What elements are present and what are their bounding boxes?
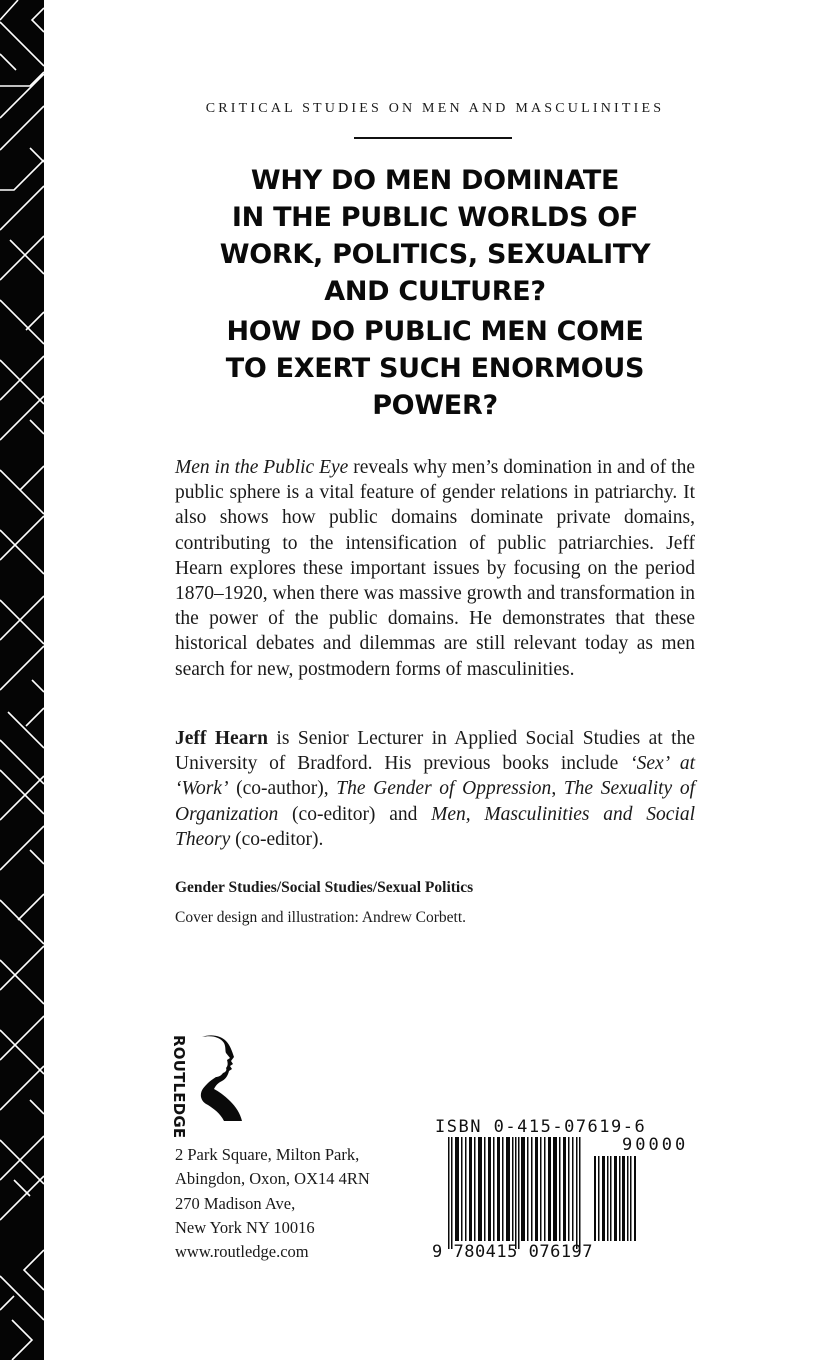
address-line: Abingdon, Oxon, OX14 4RN [175, 1169, 370, 1189]
headline-line: WORK, POLITICS, SEXUALITY [219, 239, 651, 270]
description-text: reveals why men’s domination in and of the public sphere is a vital feature of gender relations in patriarchy. It also shows how public domains dominate private domains, contributing to the intensification of public patriarchies. Jeff Hearn explores these important issues by focusing on the period 1870–1920, when there was massive growth and transformation in the power of the public domains. He demonstrates that these historical debates and dilemmas are still relevant today as men search for new, postmodern forms of masculinities. [175, 457, 695, 680]
series-title: CRITICAL STUDIES ON MEN AND MASCULINITIES [205, 101, 665, 116]
book-title: Men in the Public Eye [175, 457, 349, 478]
headline-line: AND CULTURE? [324, 276, 546, 307]
barcode-ean-digits: 9 780415 076197 [432, 1242, 594, 1262]
headline-line: WHY DO MEN DOMINATE [250, 165, 620, 196]
barcode-addon-digits: 90000 [622, 1135, 689, 1155]
address-line: 2 Park Square, Milton Park, [175, 1145, 360, 1164]
subject-categories: Gender Studies/Social Studies/Sexual Politics [175, 879, 474, 896]
bio-text: is Senior Lecturer in Applied Social Studies at the University of Bradford. His previous books include [175, 728, 695, 775]
routledge-logo [170, 1035, 250, 1139]
author-bio [175, 726, 695, 852]
previous-book-title: The Gender of Oppression [336, 778, 552, 800]
logo-text: ROUTLEDGE [170, 1035, 188, 1139]
previous-book-title: The Sexuality of Organization [175, 778, 695, 825]
headline-line: POWER? [372, 390, 498, 421]
isbn-label: ISBN 0-415-07619-6 [435, 1117, 647, 1137]
previous-book-title: ‘Sex’ at ‘Work’ [175, 753, 695, 800]
publisher-address [175, 1143, 370, 1264]
cover-credit: Cover design and illustration: Andrew Corbett. [175, 909, 467, 926]
herringbone-pattern-icon [0, 0, 44, 1360]
bio-text: (co-editor) and [278, 803, 432, 825]
barcode-icon [448, 1137, 638, 1252]
headline-line: IN THE PUBLIC WORLDS OF [231, 202, 639, 233]
address-line: New York NY 10016 [175, 1217, 315, 1237]
decorative-border-strip [0, 0, 44, 1360]
profile-faces-icon [196, 1035, 246, 1121]
book-description [175, 455, 695, 682]
headline-question-2 [170, 313, 700, 424]
headline-question-1 [170, 162, 700, 310]
headline-line: HOW DO PUBLIC MEN COME [226, 316, 644, 347]
bio-text: (co-editor). [230, 828, 324, 850]
previous-book-title: Men, Masculinities and Social Theory [175, 803, 695, 850]
logo-wordmark [170, 1035, 190, 1139]
bio-text: , [551, 778, 564, 800]
bio-text: (co-author), [228, 778, 337, 800]
publisher-website[interactable]: www.routledge.com [175, 1242, 309, 1262]
headline-line: TO EXERT SUCH ENORMOUS [225, 353, 645, 384]
author-name: Jeff Hearn [175, 728, 268, 749]
series-divider [354, 137, 512, 139]
address-line: 270 Madison Ave, [175, 1193, 296, 1213]
